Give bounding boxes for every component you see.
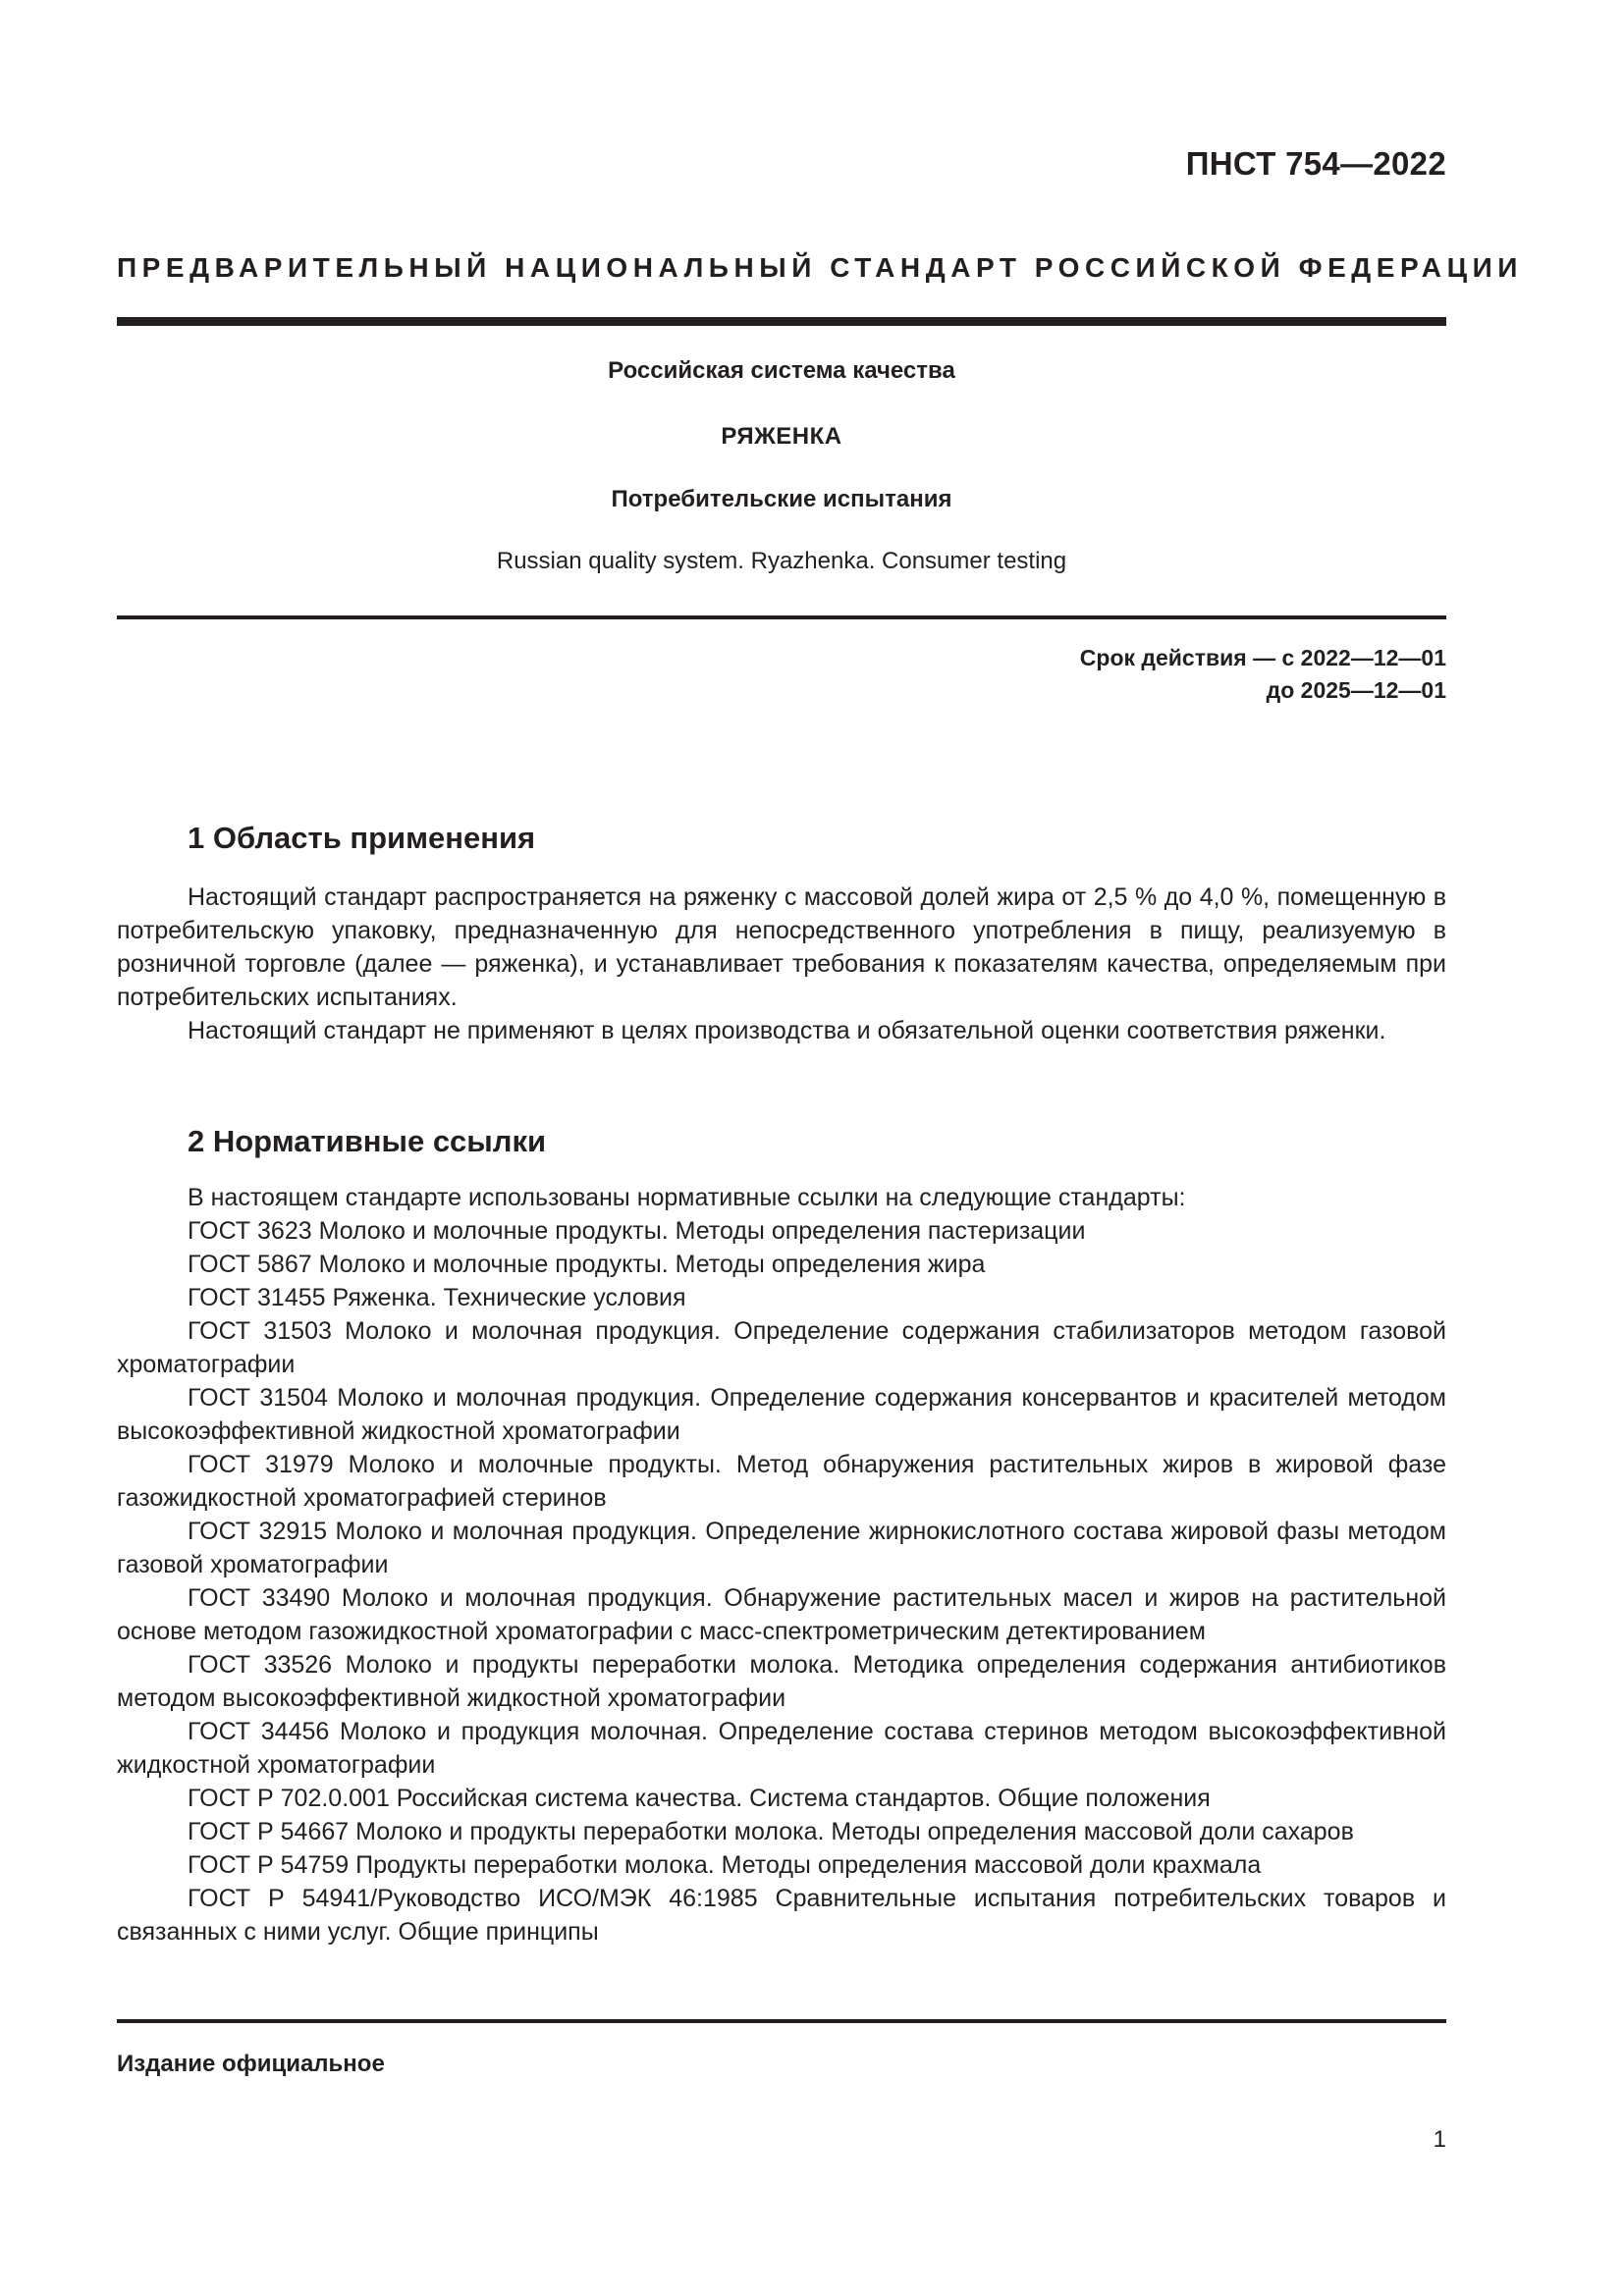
top-divider (117, 317, 1446, 326)
reference-item: ГОСТ Р 54667 Молоко и продукты переработки молока. Методы определения массовой доли сахаров (188, 1818, 1354, 1845)
standard-code: ПНСТ 754—2022 (1185, 145, 1446, 182)
validity-period (1080, 642, 1446, 707)
edition-label: Издание официальное (117, 2051, 385, 2077)
validity-to: до 2025—12—01 (1266, 677, 1446, 703)
reference-item: ГОСТ 31503 Молоко и молочная продукция. Определение содержания стабилизаторов методом газовой хроматографии (117, 1317, 1446, 1378)
footer-divider (117, 2019, 1446, 2023)
subtitle: Потребительские испытания (611, 486, 952, 512)
reference-item: ГОСТ Р 702.0.001 Российская система качества. Система стандартов. Общие положения (188, 1785, 1211, 1812)
paragraph: Настоящий стандарт распространяется на ряженку с массовой долей жира от 2,5 % до 4,0 %, помещенную в потребительскую упаковку, предназначенную для непосредственного употребления в пищу, реализуемую в розничной торговле (далее — ряженка), и устанавливает требования к показателям качества, определяемым при потребительских испытаниях. (117, 883, 1446, 1011)
section-1-heading: 1 Область применения (188, 821, 536, 855)
section-1-body (117, 881, 1446, 1047)
reference-item: ГОСТ 33526 Молоко и продукты переработки молока. Методика определения содержания антибиотиков методом высокоэффективной жидкостной хроматографии (117, 1651, 1446, 1712)
paragraph: Настоящий стандарт не применяют в целях производства и обязательной оценки соответствия ряженки. (188, 1017, 1386, 1044)
reference-item: ГОСТ 5867 Молоко и молочные продукты. Методы определения жира (188, 1251, 986, 1278)
reference-item: ГОСТ Р 54759 Продукты переработки молока. Методы определения массовой доли крахмала (188, 1851, 1262, 1879)
section-2-heading: 2 Нормативные ссылки (188, 1124, 547, 1158)
reference-item: ГОСТ 31455 Ряженка. Технические условия (188, 1284, 686, 1311)
title-divider (117, 615, 1446, 619)
reference-item: ГОСТ 31504 Молоко и молочная продукция. Определение содержания консервантов и красителей методом высокоэффективной жидкостной хроматографии (117, 1384, 1446, 1445)
reference-item: ГОСТ 33490 Молоко и молочная продукция. Обнаружение растительных масел и жиров на растительной основе методом газожидкостной хроматографии с масс-спектрометрическим детектированием (117, 1584, 1446, 1645)
reference-item: ГОСТ 31979 Молоко и молочные продукты. Метод обнаружения растительных жиров в жировой фазе газожидкостной хроматографией стеринов (117, 1451, 1446, 1512)
product-title: РЯЖЕНКА (721, 423, 842, 450)
english-title: Russian quality system. Ryazhenka. Consumer testing (496, 548, 1067, 574)
page-number: 1 (1433, 2126, 1446, 2153)
document-type-heading: ПРЕДВАРИТЕЛЬНЫЙ НАЦИОНАЛЬНЫЙ СТАНДАРТ РОССИЙСКОЙ ФЕДЕРАЦИИ (117, 252, 1523, 283)
normative-references-list (117, 1181, 1446, 1949)
reference-item: ГОСТ 3623 Молоко и молочные продукты. Методы определения пастеризации (188, 1217, 1086, 1245)
references-intro: В настоящем стандарте использованы нормативные ссылки на следующие стандарты: (188, 1184, 1186, 1211)
reference-item: ГОСТ Р 54941/Руководство ИСО/МЭК 46:1985 Сравнительные испытания потребительских товаров и связанных с ними услуг. Общие принципы (117, 1885, 1446, 1946)
reference-item: ГОСТ 34456 Молоко и продукция молочная. Определение состава стеринов методом высокоэффективной жидкостной хроматографии (117, 1718, 1446, 1779)
validity-from: Срок действия — с 2022—12—01 (1079, 645, 1446, 670)
system-title: Российская система качества (608, 357, 955, 384)
reference-item: ГОСТ 32915 Молоко и молочная продукция. Определение жирнокислотного состава жировой фазы методом газовой хроматографии (117, 1518, 1446, 1578)
